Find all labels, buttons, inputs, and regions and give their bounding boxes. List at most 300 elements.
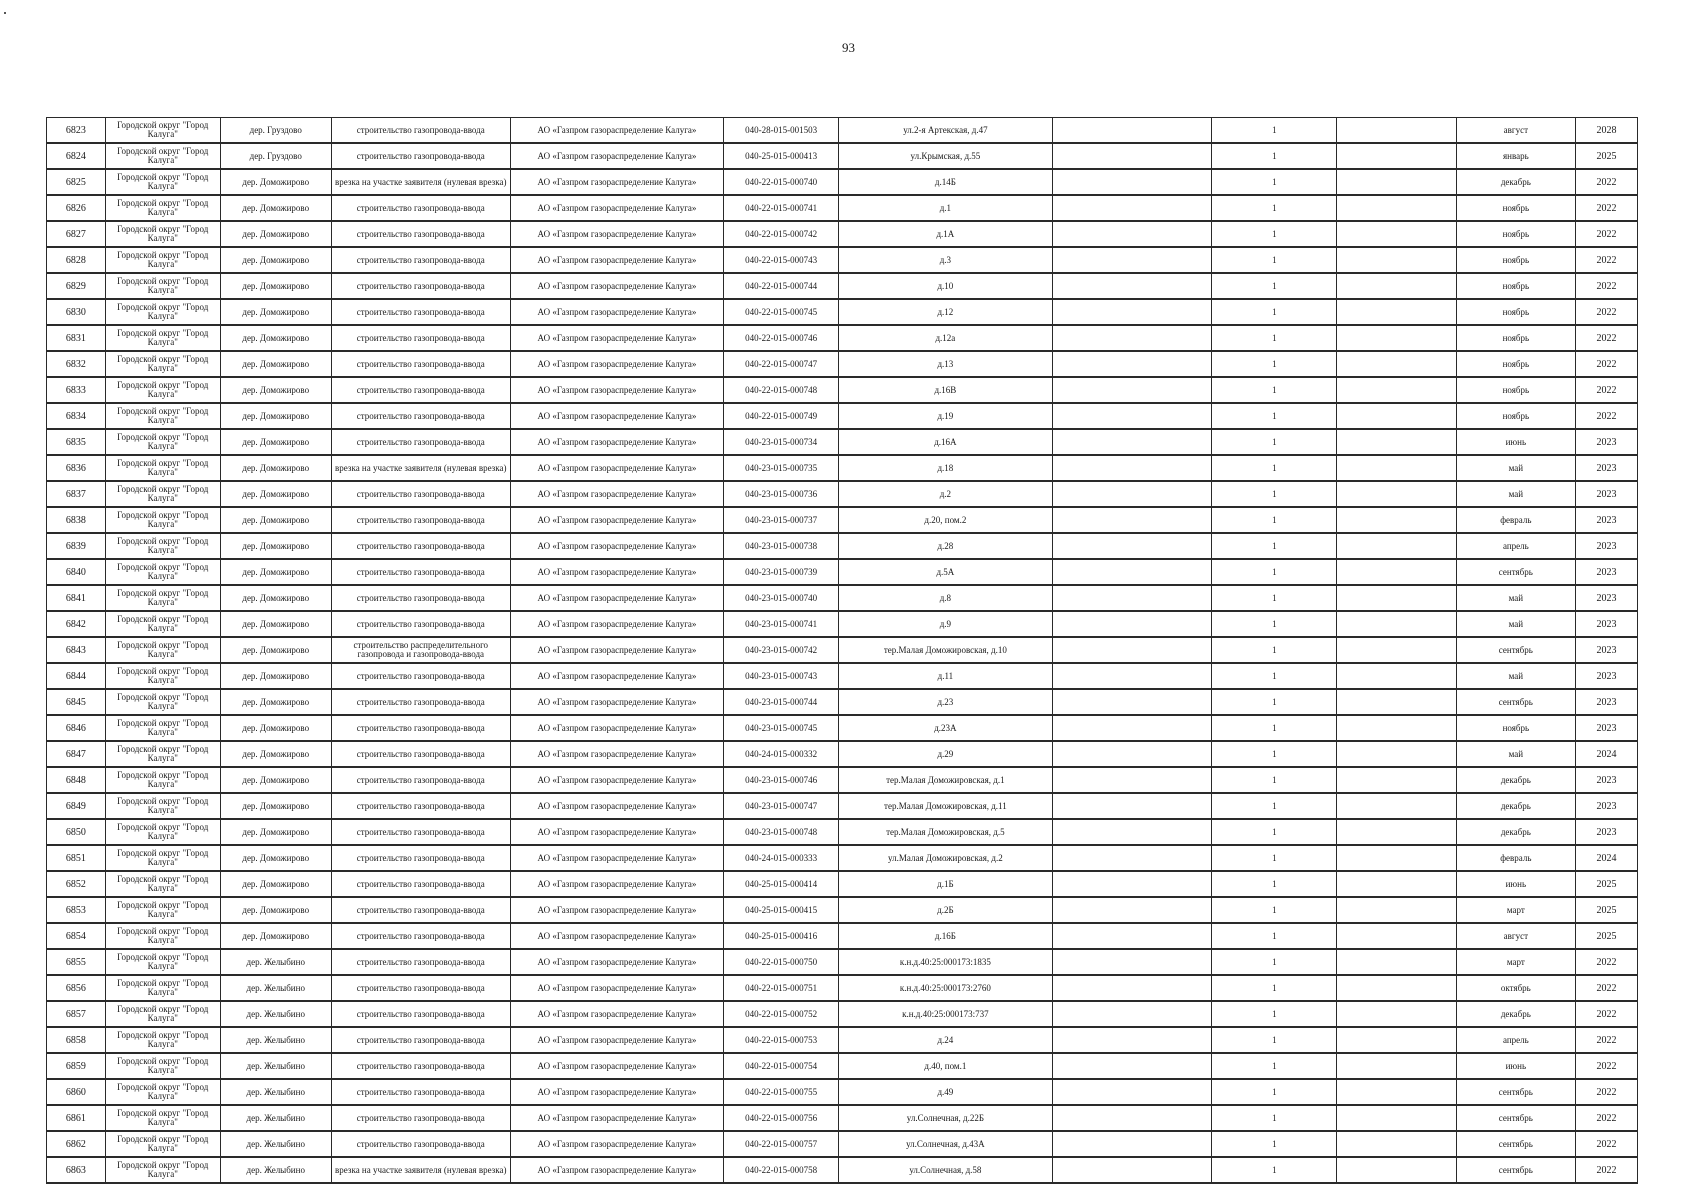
- year-cell: 2023: [1576, 689, 1638, 715]
- work-type-cell: строительство газопровода-ввода: [331, 118, 510, 144]
- settlement-cell: дер. Доможирово: [220, 377, 331, 403]
- address-cell: д.1А: [839, 221, 1052, 247]
- month-cell: ноябрь: [1456, 221, 1575, 247]
- quantity-cell: 1: [1212, 1053, 1337, 1079]
- year-cell: 2022: [1576, 325, 1638, 351]
- blank-cell-b: [1337, 299, 1456, 325]
- row-number: 6825: [47, 169, 106, 195]
- blank-cell-b: [1337, 975, 1456, 1001]
- table-row: [47, 403, 1638, 429]
- work-type-cell: строительство распределительного газопровода и газопровода-ввода: [331, 637, 510, 663]
- settlement-cell: дер. Доможирово: [220, 819, 331, 845]
- settlement-cell: дер. Доможирово: [220, 247, 331, 273]
- blank-cell-a: [1052, 1027, 1212, 1053]
- blank-cell-a: [1052, 741, 1212, 767]
- project-code-cell: 040-25-015-000414: [724, 871, 839, 897]
- quantity-cell: 1: [1212, 715, 1337, 741]
- project-code-cell: 040-23-015-000737: [724, 507, 839, 533]
- work-type-cell: строительство газопровода-ввода: [331, 1053, 510, 1079]
- work-type-cell: строительство газопровода-ввода: [331, 819, 510, 845]
- blank-cell-a: [1052, 819, 1212, 845]
- project-code-cell: 040-22-015-000756: [724, 1105, 839, 1131]
- work-type-cell: строительство газопровода-ввода: [331, 403, 510, 429]
- operator-cell: АО «Газпром газораспределение Калуга»: [510, 1027, 723, 1053]
- settlement-cell: дер. Доможирово: [220, 611, 331, 637]
- blank-cell-b: [1337, 585, 1456, 611]
- project-code-cell: 040-28-015-001503: [724, 118, 839, 144]
- month-cell: июнь: [1456, 429, 1575, 455]
- table-row: [47, 715, 1638, 741]
- operator-cell: АО «Газпром газораспределение Калуга»: [510, 637, 723, 663]
- address-cell: д.23: [839, 689, 1052, 715]
- table-row: [47, 507, 1638, 533]
- table-row: [47, 1001, 1638, 1027]
- month-cell: декабрь: [1456, 767, 1575, 793]
- year-cell: 2022: [1576, 351, 1638, 377]
- settlement-cell: дер. Желыбино: [220, 1105, 331, 1131]
- quantity-cell: 1: [1212, 975, 1337, 1001]
- municipality-cell: Городской округ "Город Калуга": [105, 1027, 220, 1053]
- table-row: [47, 819, 1638, 845]
- municipality-cell: Городской округ "Город Калуга": [105, 507, 220, 533]
- municipality-cell: Городской округ "Город Калуга": [105, 871, 220, 897]
- project-code-cell: 040-24-015-000333: [724, 845, 839, 871]
- blank-cell-b: [1337, 377, 1456, 403]
- settlement-cell: дер. Желыбино: [220, 1053, 331, 1079]
- year-cell: 2022: [1576, 247, 1638, 273]
- settlement-cell: дер. Доможирово: [220, 299, 331, 325]
- project-code-cell: 040-22-015-000753: [724, 1027, 839, 1053]
- table-row: [47, 897, 1638, 923]
- municipality-cell: Городской округ "Город Калуга": [105, 975, 220, 1001]
- address-cell: д.14Б: [839, 169, 1052, 195]
- table-row: [47, 689, 1638, 715]
- settlement-cell: дер. Желыбино: [220, 1027, 331, 1053]
- table-row: [47, 143, 1638, 169]
- row-number: 6858: [47, 1027, 106, 1053]
- quantity-cell: 1: [1212, 273, 1337, 299]
- row-number: 6839: [47, 533, 106, 559]
- year-cell: 2022: [1576, 1157, 1638, 1183]
- row-number: 6859: [47, 1053, 106, 1079]
- project-code-cell: 040-22-015-000757: [724, 1131, 839, 1157]
- table-row: [47, 637, 1638, 663]
- table-row: [47, 611, 1638, 637]
- address-cell: ул.2-я Артекская, д.47: [839, 118, 1052, 144]
- row-number: 6838: [47, 507, 106, 533]
- table-row: [47, 1053, 1638, 1079]
- work-type-cell: строительство газопровода-ввода: [331, 663, 510, 689]
- blank-cell-a: [1052, 299, 1212, 325]
- work-type-cell: строительство газопровода-ввода: [331, 273, 510, 299]
- year-cell: 2025: [1576, 897, 1638, 923]
- blank-cell-b: [1337, 897, 1456, 923]
- project-code-cell: 040-25-015-000415: [724, 897, 839, 923]
- year-cell: 2023: [1576, 559, 1638, 585]
- address-cell: д.16А: [839, 429, 1052, 455]
- month-cell: декабрь: [1456, 1001, 1575, 1027]
- municipality-cell: Городской округ "Город Калуга": [105, 455, 220, 481]
- work-type-cell: строительство газопровода-ввода: [331, 1027, 510, 1053]
- operator-cell: АО «Газпром газораспределение Калуга»: [510, 455, 723, 481]
- address-cell: д.2Б: [839, 897, 1052, 923]
- settlement-cell: дер. Доможирово: [220, 169, 331, 195]
- project-code-cell: 040-23-015-000743: [724, 663, 839, 689]
- table-row: [47, 663, 1638, 689]
- municipality-cell: Городской округ "Город Калуга": [105, 377, 220, 403]
- month-cell: май: [1456, 585, 1575, 611]
- project-code-cell: 040-22-015-000740: [724, 169, 839, 195]
- blank-cell-b: [1337, 403, 1456, 429]
- municipality-cell: Городской округ "Город Калуга": [105, 221, 220, 247]
- project-code-cell: 040-22-015-000754: [724, 1053, 839, 1079]
- blank-cell-a: [1052, 845, 1212, 871]
- settlement-cell: дер. Груздово: [220, 143, 331, 169]
- municipality-cell: Городской округ "Город Калуга": [105, 429, 220, 455]
- quantity-cell: 1: [1212, 793, 1337, 819]
- operator-cell: АО «Газпром газораспределение Калуга»: [510, 299, 723, 325]
- blank-cell-b: [1337, 1027, 1456, 1053]
- blank-cell-a: [1052, 1053, 1212, 1079]
- project-code-cell: 040-23-015-000735: [724, 455, 839, 481]
- table-row: [47, 1027, 1638, 1053]
- blank-cell-a: [1052, 767, 1212, 793]
- table-row: [47, 741, 1638, 767]
- month-cell: июнь: [1456, 1053, 1575, 1079]
- quantity-cell: 1: [1212, 118, 1337, 144]
- month-cell: март: [1456, 949, 1575, 975]
- row-number: 6830: [47, 299, 106, 325]
- month-cell: ноябрь: [1456, 273, 1575, 299]
- blank-cell-b: [1337, 663, 1456, 689]
- blank-cell-b: [1337, 169, 1456, 195]
- operator-cell: АО «Газпром газораспределение Калуга»: [510, 741, 723, 767]
- operator-cell: АО «Газпром газораспределение Калуга»: [510, 1001, 723, 1027]
- address-cell: тер.Малая Доможировская, д.5: [839, 819, 1052, 845]
- address-cell: д.8: [839, 585, 1052, 611]
- table-row: [47, 1131, 1638, 1157]
- municipality-cell: Городской округ "Город Калуга": [105, 247, 220, 273]
- table-row: [47, 429, 1638, 455]
- operator-cell: АО «Газпром газораспределение Калуга»: [510, 247, 723, 273]
- settlement-cell: дер. Доможирово: [220, 871, 331, 897]
- row-number: 6847: [47, 741, 106, 767]
- municipality-cell: Городской округ "Город Калуга": [105, 923, 220, 949]
- month-cell: сентябрь: [1456, 637, 1575, 663]
- month-cell: сентябрь: [1456, 1157, 1575, 1183]
- year-cell: 2023: [1576, 767, 1638, 793]
- quantity-cell: 1: [1212, 923, 1337, 949]
- row-number: 6827: [47, 221, 106, 247]
- month-cell: март: [1456, 897, 1575, 923]
- work-type-cell: строительство газопровода-ввода: [331, 715, 510, 741]
- work-type-cell: строительство газопровода-ввода: [331, 377, 510, 403]
- settlement-cell: дер. Доможирово: [220, 429, 331, 455]
- row-number: 6856: [47, 975, 106, 1001]
- row-number: 6850: [47, 819, 106, 845]
- blank-cell-b: [1337, 637, 1456, 663]
- quantity-cell: 1: [1212, 1105, 1337, 1131]
- blank-cell-a: [1052, 143, 1212, 169]
- table-row: [47, 273, 1638, 299]
- project-code-cell: 040-23-015-000747: [724, 793, 839, 819]
- operator-cell: АО «Газпром газораспределение Калуга»: [510, 533, 723, 559]
- quantity-cell: 1: [1212, 689, 1337, 715]
- address-cell: д.20, пом.2: [839, 507, 1052, 533]
- address-cell: д.28: [839, 533, 1052, 559]
- blank-cell-a: [1052, 793, 1212, 819]
- settlement-cell: дер. Доможирово: [220, 325, 331, 351]
- year-cell: 2023: [1576, 507, 1638, 533]
- work-type-cell: строительство газопровода-ввода: [331, 221, 510, 247]
- blank-cell-a: [1052, 481, 1212, 507]
- table-row: [47, 1157, 1638, 1183]
- table-row: [47, 118, 1638, 144]
- settlement-cell: дер. Доможирово: [220, 273, 331, 299]
- month-cell: август: [1456, 118, 1575, 144]
- project-code-cell: 040-22-015-000750: [724, 949, 839, 975]
- blank-cell-b: [1337, 767, 1456, 793]
- month-cell: февраль: [1456, 507, 1575, 533]
- municipality-cell: Городской округ "Город Калуга": [105, 195, 220, 221]
- blank-cell-b: [1337, 429, 1456, 455]
- table-row: [47, 793, 1638, 819]
- operator-cell: АО «Газпром газораспределение Калуга»: [510, 663, 723, 689]
- quantity-cell: 1: [1212, 507, 1337, 533]
- operator-cell: АО «Газпром газораспределение Калуга»: [510, 559, 723, 585]
- work-type-cell: строительство газопровода-ввода: [331, 845, 510, 871]
- blank-cell-a: [1052, 897, 1212, 923]
- blank-cell-a: [1052, 403, 1212, 429]
- year-cell: 2023: [1576, 585, 1638, 611]
- row-number: 6845: [47, 689, 106, 715]
- year-cell: 2023: [1576, 637, 1638, 663]
- operator-cell: АО «Газпром газораспределение Калуга»: [510, 871, 723, 897]
- work-type-cell: строительство газопровода-ввода: [331, 481, 510, 507]
- operator-cell: АО «Газпром газораспределение Калуга»: [510, 221, 723, 247]
- operator-cell: АО «Газпром газораспределение Калуга»: [510, 169, 723, 195]
- municipality-cell: Городской округ "Город Калуга": [105, 1105, 220, 1131]
- year-cell: 2022: [1576, 1131, 1638, 1157]
- blank-cell-b: [1337, 689, 1456, 715]
- address-cell: д.2: [839, 481, 1052, 507]
- blank-cell-b: [1337, 507, 1456, 533]
- blank-cell-b: [1337, 1053, 1456, 1079]
- table-row: [47, 923, 1638, 949]
- quantity-cell: 1: [1212, 455, 1337, 481]
- month-cell: ноябрь: [1456, 715, 1575, 741]
- year-cell: 2022: [1576, 273, 1638, 299]
- row-number: 6829: [47, 273, 106, 299]
- quantity-cell: 1: [1212, 481, 1337, 507]
- project-code-cell: 040-23-015-000736: [724, 481, 839, 507]
- blank-cell-a: [1052, 663, 1212, 689]
- scan-speck: [4, 12, 6, 14]
- project-code-cell: 040-25-015-000416: [724, 923, 839, 949]
- month-cell: январь: [1456, 143, 1575, 169]
- year-cell: 2022: [1576, 975, 1638, 1001]
- project-code-cell: 040-23-015-000738: [724, 533, 839, 559]
- quantity-cell: 1: [1212, 1001, 1337, 1027]
- municipality-cell: Городской округ "Город Калуга": [105, 1157, 220, 1183]
- operator-cell: АО «Газпром газораспределение Калуга»: [510, 1079, 723, 1105]
- settlement-cell: дер. Доможирово: [220, 221, 331, 247]
- work-type-cell: строительство газопровода-ввода: [331, 143, 510, 169]
- address-cell: д.49: [839, 1079, 1052, 1105]
- blank-cell-a: [1052, 611, 1212, 637]
- settlement-cell: дер. Доможирово: [220, 351, 331, 377]
- year-cell: 2023: [1576, 533, 1638, 559]
- blank-cell-a: [1052, 169, 1212, 195]
- settlement-cell: дер. Доможирово: [220, 793, 331, 819]
- work-type-cell: строительство газопровода-ввода: [331, 689, 510, 715]
- blank-cell-b: [1337, 273, 1456, 299]
- settlement-cell: дер. Доможирово: [220, 663, 331, 689]
- table-row: [47, 767, 1638, 793]
- project-code-cell: 040-22-015-000748: [724, 377, 839, 403]
- quantity-cell: 1: [1212, 949, 1337, 975]
- blank-cell-a: [1052, 429, 1212, 455]
- blank-cell-a: [1052, 273, 1212, 299]
- work-type-cell: строительство газопровода-ввода: [331, 897, 510, 923]
- quantity-cell: 1: [1212, 299, 1337, 325]
- quantity-cell: 1: [1212, 143, 1337, 169]
- year-cell: 2022: [1576, 299, 1638, 325]
- row-number: 6844: [47, 663, 106, 689]
- operator-cell: АО «Газпром газораспределение Калуга»: [510, 689, 723, 715]
- month-cell: ноябрь: [1456, 195, 1575, 221]
- year-cell: 2022: [1576, 1105, 1638, 1131]
- project-code-cell: 040-23-015-000740: [724, 585, 839, 611]
- blank-cell-a: [1052, 923, 1212, 949]
- municipality-cell: Городской округ "Город Калуга": [105, 741, 220, 767]
- row-number: 6863: [47, 1157, 106, 1183]
- municipality-cell: Городской округ "Город Калуга": [105, 637, 220, 663]
- address-cell: ул.Солнечная, д.58: [839, 1157, 1052, 1183]
- blank-cell-a: [1052, 507, 1212, 533]
- operator-cell: АО «Газпром газораспределение Калуга»: [510, 195, 723, 221]
- year-cell: 2022: [1576, 1053, 1638, 1079]
- year-cell: 2028: [1576, 118, 1638, 144]
- quantity-cell: 1: [1212, 897, 1337, 923]
- month-cell: ноябрь: [1456, 351, 1575, 377]
- year-cell: 2023: [1576, 429, 1638, 455]
- row-number: 6831: [47, 325, 106, 351]
- municipality-cell: Городской округ "Город Калуга": [105, 481, 220, 507]
- operator-cell: АО «Газпром газораспределение Калуга»: [510, 975, 723, 1001]
- quantity-cell: 1: [1212, 195, 1337, 221]
- address-cell: д.12: [839, 299, 1052, 325]
- municipality-cell: Городской округ "Город Калуга": [105, 403, 220, 429]
- row-number: 6823: [47, 118, 106, 144]
- blank-cell-b: [1337, 325, 1456, 351]
- work-type-cell: строительство газопровода-ввода: [331, 975, 510, 1001]
- row-number: 6828: [47, 247, 106, 273]
- work-type-cell: строительство газопровода-ввода: [331, 429, 510, 455]
- blank-cell-b: [1337, 871, 1456, 897]
- table-body: [47, 118, 1638, 1184]
- blank-cell-a: [1052, 1131, 1212, 1157]
- project-code-cell: 040-23-015-000742: [724, 637, 839, 663]
- quantity-cell: 1: [1212, 1079, 1337, 1105]
- municipality-cell: Городской округ "Город Калуга": [105, 299, 220, 325]
- work-type-cell: врезка на участке заявителя (нулевая врезка): [331, 1157, 510, 1183]
- table-row: [47, 533, 1638, 559]
- operator-cell: АО «Газпром газораспределение Калуга»: [510, 845, 723, 871]
- quantity-cell: 1: [1212, 819, 1337, 845]
- blank-cell-b: [1337, 1105, 1456, 1131]
- blank-cell-b: [1337, 118, 1456, 144]
- quantity-cell: 1: [1212, 533, 1337, 559]
- blank-cell-a: [1052, 715, 1212, 741]
- address-cell: д.9: [839, 611, 1052, 637]
- quantity-cell: 1: [1212, 767, 1337, 793]
- year-cell: 2022: [1576, 403, 1638, 429]
- row-number: 6854: [47, 923, 106, 949]
- row-number: 6837: [47, 481, 106, 507]
- blank-cell-a: [1052, 247, 1212, 273]
- blank-cell-a: [1052, 195, 1212, 221]
- quantity-cell: 1: [1212, 559, 1337, 585]
- settlement-cell: дер. Доможирово: [220, 403, 331, 429]
- blank-cell-a: [1052, 533, 1212, 559]
- address-cell: д.1Б: [839, 871, 1052, 897]
- project-code-cell: 040-22-015-000742: [724, 221, 839, 247]
- table-row: [47, 871, 1638, 897]
- project-code-cell: 040-22-015-000755: [724, 1079, 839, 1105]
- quantity-cell: 1: [1212, 663, 1337, 689]
- blank-cell-b: [1337, 949, 1456, 975]
- settlement-cell: дер. Доможирово: [220, 637, 331, 663]
- operator-cell: АО «Газпром газораспределение Калуга»: [510, 923, 723, 949]
- quantity-cell: 1: [1212, 377, 1337, 403]
- month-cell: июнь: [1456, 871, 1575, 897]
- table-row: [47, 1105, 1638, 1131]
- municipality-cell: Городской округ "Город Калуга": [105, 1131, 220, 1157]
- work-type-cell: строительство газопровода-ввода: [331, 585, 510, 611]
- year-cell: 2022: [1576, 169, 1638, 195]
- year-cell: 2025: [1576, 923, 1638, 949]
- blank-cell-a: [1052, 689, 1212, 715]
- project-code-cell: 040-23-015-000744: [724, 689, 839, 715]
- project-code-cell: 040-22-015-000751: [724, 975, 839, 1001]
- work-type-cell: строительство газопровода-ввода: [331, 507, 510, 533]
- row-number: 6836: [47, 455, 106, 481]
- address-cell: тер.Малая Доможировская, д.10: [839, 637, 1052, 663]
- operator-cell: АО «Газпром газораспределение Калуга»: [510, 507, 723, 533]
- year-cell: 2023: [1576, 793, 1638, 819]
- blank-cell-a: [1052, 325, 1212, 351]
- municipality-cell: Городской округ "Город Калуга": [105, 585, 220, 611]
- row-number: 6832: [47, 351, 106, 377]
- quantity-cell: 1: [1212, 1027, 1337, 1053]
- table-row: [47, 585, 1638, 611]
- blank-cell-b: [1337, 923, 1456, 949]
- municipality-cell: Городской округ "Город Калуга": [105, 897, 220, 923]
- project-code-cell: 040-23-015-000745: [724, 715, 839, 741]
- work-type-cell: строительство газопровода-ввода: [331, 767, 510, 793]
- row-number: 6833: [47, 377, 106, 403]
- row-number: 6843: [47, 637, 106, 663]
- municipality-cell: Городской округ "Город Калуга": [105, 559, 220, 585]
- blank-cell-a: [1052, 585, 1212, 611]
- settlement-cell: дер. Желыбино: [220, 1131, 331, 1157]
- month-cell: сентябрь: [1456, 689, 1575, 715]
- project-code-cell: 040-22-015-000749: [724, 403, 839, 429]
- year-cell: 2022: [1576, 1027, 1638, 1053]
- blank-cell-a: [1052, 455, 1212, 481]
- month-cell: ноябрь: [1456, 403, 1575, 429]
